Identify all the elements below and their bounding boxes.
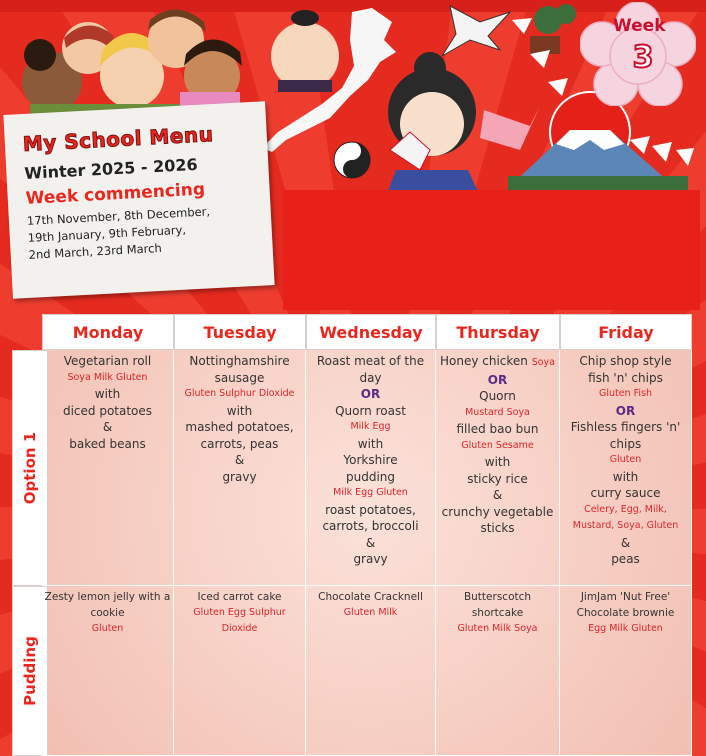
day-header-wednesday: Wednesday (306, 314, 436, 350)
or-text: OR (487, 372, 508, 387)
dish-text: & (620, 535, 631, 550)
allergen-text: Gluten Milk Soya (457, 623, 538, 634)
week-number: 3 (632, 40, 654, 75)
pudding-cell-friday (560, 586, 692, 756)
allergen-text: Mustard Soya (465, 406, 530, 418)
season-title: Winter 2025 - 2026 (23, 154, 199, 183)
option1-cell-thursday (436, 350, 560, 586)
dish-text: sausage (214, 370, 265, 385)
menu-table (6, 310, 692, 756)
week-dates (27, 201, 259, 264)
dish-text: fish 'n' chips (588, 370, 663, 385)
dish-text: sticks (480, 521, 515, 535)
dates-line: 2nd March, 23rd March (28, 240, 163, 262)
dish-text: gravy (222, 469, 257, 484)
dish-text: shortcake (471, 607, 524, 619)
crane-icon (442, 6, 510, 56)
origami-crane-icon (480, 106, 540, 150)
allergen-text: Milk Egg Gluten (333, 487, 408, 498)
dish-text: & (365, 535, 376, 550)
allergen-text: Gluten Sulphur Dioxide (184, 388, 295, 399)
dish-text: Quorn (479, 389, 516, 403)
dates-line: 17th November, 8th December, (26, 204, 211, 228)
dish-text: Iced carrot cake (197, 591, 282, 603)
allergen-text: Milk Egg (350, 421, 391, 432)
dish-text: diced potatoes (62, 403, 153, 418)
week-commencing-heading: Week commencing (25, 179, 206, 209)
dish-text: Honey chicken Soya (439, 354, 556, 368)
dish-text: chips (609, 436, 642, 451)
dish-text: curry sauce (590, 486, 661, 500)
dish-text: Chip shop style (579, 354, 672, 368)
allergen-text: Celery, Egg, Milk, (584, 503, 667, 515)
allergen-text: Gluten Milk (343, 607, 398, 618)
row-label-option-1: Option 1 (12, 350, 48, 586)
dish-text: with (484, 455, 511, 469)
dish-text: peas (611, 552, 640, 566)
dish-text: Fishless fingers 'n' (570, 420, 681, 434)
dish-text: & (234, 453, 245, 467)
dish-text: sticky rice (467, 471, 528, 486)
day-header-monday: Monday (42, 314, 174, 350)
dish-text: Zesty lemon jelly with a (44, 591, 171, 603)
allergen-text: Gluten Egg Sulphur (193, 607, 286, 618)
dish-text: & (102, 420, 113, 434)
dish-text: crunchy vegetable (441, 504, 554, 519)
day-header-friday: Friday (560, 314, 692, 350)
dish-text: Quorn roast (335, 403, 406, 418)
pudding-cell-wednesday (306, 586, 436, 756)
dish-text: carrots, broccoli (322, 519, 419, 533)
sumo-icon (271, 10, 339, 92)
allergen-text: Gluten (609, 454, 642, 465)
dish-text: roast potatoes, (325, 502, 416, 517)
dish-text: baked beans (69, 436, 146, 451)
allergen-text: Soya (531, 357, 556, 368)
pudding-cell-thursday (436, 586, 560, 756)
dish-text: with (226, 403, 253, 418)
row-label-pudding: Pudding (12, 586, 48, 756)
or-text: OR (615, 403, 636, 418)
dish-text: with (612, 469, 639, 484)
allergen-text: Gluten (91, 623, 124, 634)
option1-cell-friday (560, 350, 692, 586)
option1-cell-tuesday (174, 350, 306, 586)
mount-fuji-icon (508, 92, 688, 190)
dish-text: Chocolate brownie (576, 607, 675, 619)
allergen-text: Mustard, Soya, Gluten (572, 520, 679, 531)
allergen-text: Gluten Sesame (461, 439, 534, 451)
dish-text: with (94, 387, 121, 401)
week-label: Week (613, 16, 666, 36)
dish-text: Vegetarian roll (63, 354, 152, 368)
dish-text: Nottinghamshire (189, 354, 290, 368)
title-card (3, 101, 274, 298)
day-header-tuesday: Tuesday (174, 314, 306, 350)
allergen-text: Egg Milk Gluten (588, 623, 663, 634)
dish-text: Butterscotch (463, 591, 532, 603)
dish-text: & (492, 488, 503, 502)
option1-cell-monday (42, 350, 174, 586)
bonsai-icon (530, 4, 576, 54)
option1-cell-wednesday (306, 350, 436, 586)
dish-text: filled bao bun (456, 422, 539, 436)
dish-text: day (359, 370, 382, 385)
dish-text: gravy (353, 552, 388, 566)
red-banner (283, 190, 700, 310)
allergen-text: Gluten Fish (598, 388, 652, 399)
pudding-cell-tuesday (174, 586, 306, 756)
yin-yang-icon (334, 142, 370, 178)
geisha-girl-icon (386, 52, 480, 196)
dish-text: JimJam 'Nut Free' (580, 591, 671, 603)
dish-text: Chocolate Cracknell (318, 591, 423, 603)
dish-text: cookie (90, 607, 125, 619)
dish-text: Roast meat of the (316, 354, 425, 368)
dish-text: Yorkshire (343, 453, 398, 467)
dish-text: mashed potatoes, (185, 420, 294, 434)
dish-text: carrots, peas (200, 436, 279, 451)
day-header-thursday: Thursday (436, 314, 560, 350)
or-text: OR (360, 387, 381, 401)
dates-line: 19th January, 9th February, (27, 222, 187, 245)
pudding-cell-monday (42, 586, 174, 756)
menu-title: My School Menu (22, 122, 214, 156)
dish-text: pudding (345, 469, 395, 484)
allergen-text: Dioxide (221, 623, 258, 634)
allergen-text: Soya Milk Gluten (67, 371, 148, 383)
dish-text: with (357, 436, 384, 451)
